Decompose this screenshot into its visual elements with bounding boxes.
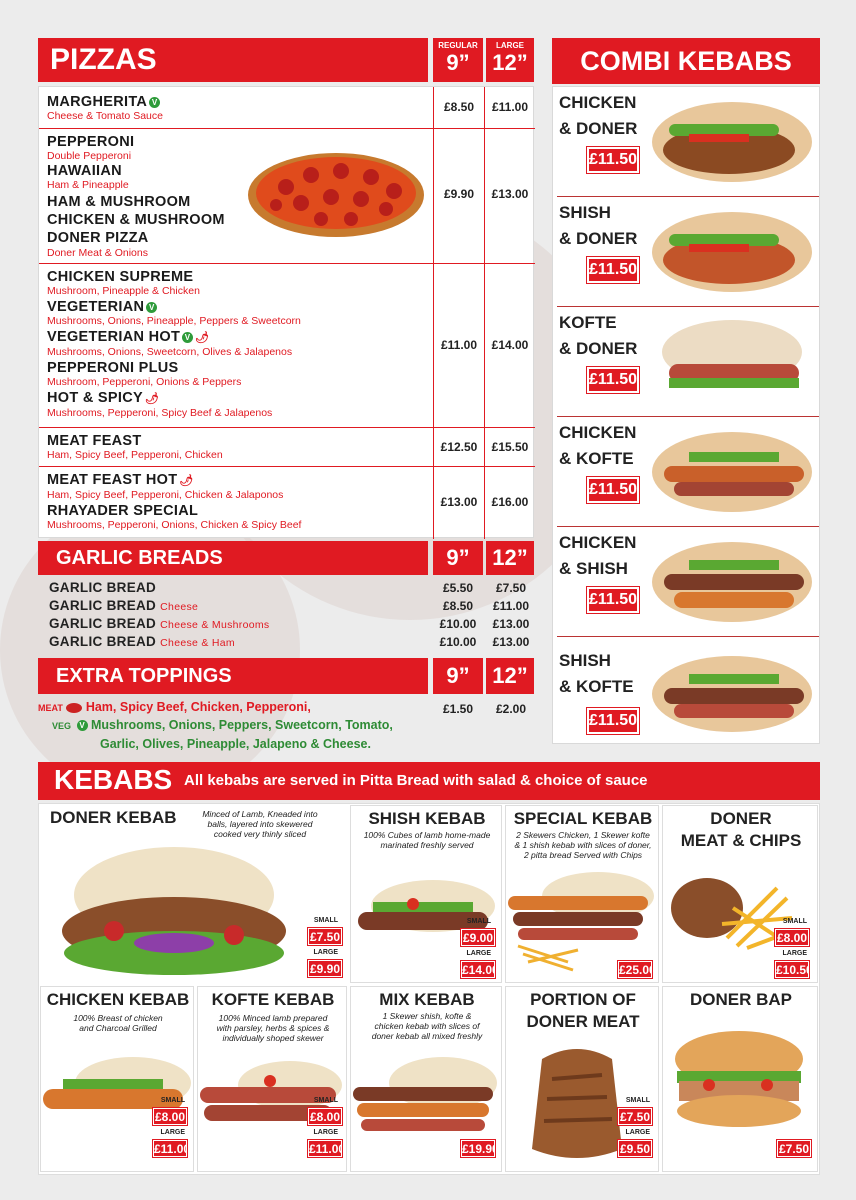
vegetarian-icon: V [182,332,193,343]
combi-name: & KOFTE [559,677,634,696]
price-large: £13.00 [491,187,529,201]
kebab-desc: with parsley, herbs & spices & [216,1023,330,1033]
garlic-large-header: 12” [486,541,534,575]
large-label: LARGE [625,1129,650,1136]
pizza-name: HAM & MUSHROOM [47,194,191,210]
kebab-name: DONER BAP [689,990,792,1009]
chicken-kebab-image [43,1049,193,1139]
chilli-icon: 🌶 [144,393,160,405]
price-large: £13.00 [492,617,530,631]
pizza-desc: Cheese & Tomato Sauce [47,110,163,122]
kebab-name: CHICKEN KEBAB [46,990,190,1009]
price-regular: £12.50 [440,440,478,454]
combi-card [557,638,819,747]
veg-text: Garlic, Olives, Pineapple, Jalapeno & Cheese. [100,737,371,751]
kebab-name: MIX KEBAB [379,990,475,1009]
chicken-kebab-card [40,986,194,1172]
price-small: £8.00 [154,1110,186,1124]
small-label: SMALL [313,1097,338,1104]
large-column-header [486,38,534,82]
doner-meat-image [522,1039,632,1167]
combi-price: £11.50 [587,587,639,613]
pizza-image [246,147,426,239]
kebab-desc: 100% Minced lamb prepared [218,1013,328,1023]
combi-name: KOFTE [559,313,617,332]
pizza-desc: Mushrooms, Pepperoni, Onions, Chicken & Spicy Beef [47,519,302,531]
pizza-desc: Mushrooms, Onions, Sweetcorn, Olives & Jalapenos [47,346,293,358]
pizza-list [38,86,534,538]
regular-label: REGULAR [438,41,478,50]
kebab-desc: and Charcoal Grilled [79,1023,157,1033]
special-kebab-card [505,805,659,983]
combi-name: SHISH [559,203,611,222]
price-regular: £1.50 [442,702,474,716]
meat-toppings [38,700,311,714]
price-large: £16.00 [491,495,529,509]
price-large: £2.00 [495,702,527,716]
veg-toppings [52,718,393,732]
kebabs-title: KEBABS [54,764,173,795]
price-regular: £11.00 [440,338,478,352]
garlic-bread-item: GARLIC BREAD Cheese & Mushrooms [49,616,270,631]
kebab-desc: marinated freshly served [380,840,474,850]
garlic-regular-header: 9” [433,541,483,575]
combi-food-image [649,534,815,630]
small-label: SMALL [466,918,491,925]
kebab-name: SHISH KEBAB [368,809,486,828]
price-regular: £10.00 [439,635,477,649]
large-label: LARGE [496,41,524,50]
kebab-desc: cooked very thinly sliced [213,829,307,839]
combi-name: & SHISH [559,559,628,578]
doner-kebab-card [40,805,344,983]
combi-price: £11.50 [587,708,639,734]
pizza-name: PEPPERONI PLUS [47,360,179,376]
combi-price: £11.50 [587,147,639,173]
kebab-desc: 100% Cubes of lamb home-made [363,830,491,840]
combi-card [557,528,819,637]
price-small: £8.00 [309,1110,341,1124]
combi-name: CHICKEN [559,423,637,442]
price-single: £19.90 [462,1142,499,1156]
combi-kebabs-title: COMBI KEBABS [552,38,820,84]
combi-price: £11.50 [587,477,639,503]
large-label: LARGE [782,950,807,957]
pizza-desc: Mushrooms, Onions, Pineapple, Peppers & Sweetcorn [47,315,301,327]
kebab-name: KOFTE KEBAB [211,990,335,1009]
combi-price: £11.50 [587,367,639,393]
toppings-regular-header: 9” [433,658,483,694]
kebabs-header [38,762,820,800]
doner-kebab-image [54,835,294,981]
large-label: LARGE [160,1129,185,1136]
pizza-desc: Doner Meat & Onions [47,247,148,259]
special-kebab-image [508,866,658,976]
doner-bap-image [669,1023,809,1133]
combi-name: & DONER [559,339,638,358]
price-small: £8.00 [776,931,808,945]
kebabs-subtitle: All kebabs are served in Pitta Bread with salad & choice of sauce [184,772,648,789]
kebab-desc: 100% Breast of chicken [73,1013,163,1023]
combi-name: & DONER [559,229,638,248]
combi-food-image [649,424,815,520]
price-large: £9.50 [619,1142,651,1156]
pizza-name: CHICKEN & MUSHROOM [47,212,225,228]
large-label: LARGE [313,949,338,956]
extra-toppings-title: EXTRA TOPPINGS [38,658,428,694]
pizza-name: RHAYADER SPECIAL [47,503,199,519]
combi-food-image [649,204,815,300]
meat-label: MEAT [38,703,63,713]
pizza-desc: Ham, Spicy Beef, Pepperoni, Chicken [47,449,223,461]
combi-card [557,198,819,307]
veg-text: Mushrooms, Onions, Peppers, Sweetcorn, Tomato, [90,718,393,732]
combi-food-image [649,648,815,740]
kebab-desc: doner kebab all mixed freshly [371,1031,483,1041]
toppings-large-header: 12” [486,658,534,694]
pizza-name: DONER PIZZA [47,230,149,246]
chilli-icon: 🌶 [195,332,210,344]
pizza-name: MEAT FEAST [47,433,142,449]
small-label: SMALL [313,917,338,924]
mix-kebab-card [350,986,502,1172]
price-small: £9.00 [462,931,494,945]
pizza-desc: Mushroom, Pepperoni, Onions & Peppers [47,376,242,388]
price-large: £15.50 [491,440,529,454]
price-regular: £9.90 [443,187,475,201]
price-single: £7.50 [778,1142,810,1156]
price-large: £11.00 [309,1142,346,1156]
price-regular: £8.50 [443,100,475,114]
price-single: £25.00 [619,963,656,977]
price-regular: £13.00 [440,495,478,509]
doner-meat-chips-card [662,805,818,983]
kebab-desc: 2 pitta bread Served with Chips [523,850,643,860]
large-size: 12” [492,50,528,75]
pizza-desc: Mushrooms, Pepperoni, Spicy Beef & Jalapenos [47,407,273,419]
pizzas-title: PIZZAS [38,38,428,82]
price-large: £11.00 [154,1142,191,1156]
garlic-bread-item: GARLIC BREAD [49,580,157,595]
price-large: £7.50 [495,581,527,595]
small-label: SMALL [625,1097,650,1104]
doner-bap-card [662,986,818,1172]
regular-column-header [433,38,483,82]
combi-name: & DONER [559,119,638,138]
price-large: £14.00 [491,338,529,352]
combi-card [557,418,819,527]
kebab-desc: 2 Skewers Chicken, 1 Skewer kofte [516,830,650,840]
price-small: £7.50 [309,930,341,944]
pizza-name: CHICKEN SUPREME [47,269,194,285]
kebab-name: MEAT & CHIPS [680,831,802,850]
meat-text: Ham, Spicy Beef, Chicken, Pepperoni, [85,700,311,714]
small-label: SMALL [160,1097,185,1104]
price-large: £11.00 [491,100,529,114]
kebab-name: DONER MEAT [526,1012,640,1031]
combi-name: CHICKEN [559,93,637,112]
large-label: LARGE [313,1129,338,1136]
garlic-bread-item: GARLIC BREAD Cheese [49,598,199,613]
combi-card [557,308,819,417]
price-large: £9.90 [309,962,341,976]
combi-price: £11.50 [587,257,639,283]
price-regular: £10.00 [439,617,477,631]
garlic-bread-item: GARLIC BREAD Cheese & Ham [49,634,235,649]
pizza-name: HAWAIIAN [47,163,122,179]
pizza-group [39,87,535,129]
pizza-group [39,467,535,539]
kebab-name: SPECIAL KEBAB [513,809,653,828]
pizza-desc: Ham, Spicy Beef, Pepperoni, Chicken & Jalaponos [47,489,284,501]
price-large: £13.00 [492,635,530,649]
price-small: £7.50 [619,1110,651,1124]
kofte-kebab-card [197,986,347,1172]
kebab-desc: Minced of Lamb, Kneaded into [202,809,318,819]
pizza-desc: Ham & Pineapple [47,179,129,191]
pizza-name: HOT & SPICY [47,390,143,406]
vegetarian-icon: V [77,720,88,731]
regular-size: 9” [446,50,470,75]
meat-icon [66,703,82,713]
kebab-desc: balls, layered into skewered [207,819,313,829]
small-label: SMALL [782,918,807,925]
price-regular: £5.50 [442,581,474,595]
portion-doner-meat-card [505,986,659,1172]
combi-name: & KOFTE [559,449,634,468]
combi-name: CHICKEN [559,533,637,552]
veg-label: VEG [52,721,72,731]
kebab-desc: chicken kebab with slices of [374,1021,480,1031]
kebab-name: DONER [710,809,772,828]
pizza-name: MEAT FEAST HOT [47,472,178,488]
mix-kebab-image [353,1053,501,1143]
kebab-desc: individually shoped skewer [222,1033,324,1043]
pizza-name: MARGHERITA [47,94,148,110]
chilli-icon: 🌶 [179,475,194,487]
pizza-group [39,129,535,264]
vegetarian-icon: V [149,97,160,108]
price-large: £14.00 [462,963,499,977]
pizza-desc: Mushroom, Pineapple & Chicken [47,285,200,297]
shish-kebab-card [350,805,502,983]
vegetarian-icon: V [146,302,157,313]
pizza-group [39,264,535,428]
price-large: £10.50 [776,963,813,977]
kebab-name: DONER KEBAB [50,808,177,827]
price-large: £11.00 [492,599,530,613]
combi-food-image [649,314,815,410]
pizza-group [39,428,535,467]
pizza-name: PEPPERONI [47,134,135,150]
large-label: LARGE [466,950,491,957]
price-regular: £8.50 [442,599,474,613]
kebab-desc: 1 Skewer shish, kofte & [382,1011,472,1021]
garlic-breads-title: GARLIC BREADS [38,541,428,575]
combi-food-image [649,94,815,190]
kebab-name: PORTION OF [530,990,636,1009]
combi-card [557,88,819,197]
combi-name: SHISH [559,651,611,670]
pizza-name: VEGETERIAN HOT [47,329,181,345]
pizza-name: VEGETERIAN [47,299,145,315]
kebab-desc: & 1 shish kebab with slices of doner, [514,840,652,850]
pizza-desc: Double Pepperoni [47,150,132,162]
